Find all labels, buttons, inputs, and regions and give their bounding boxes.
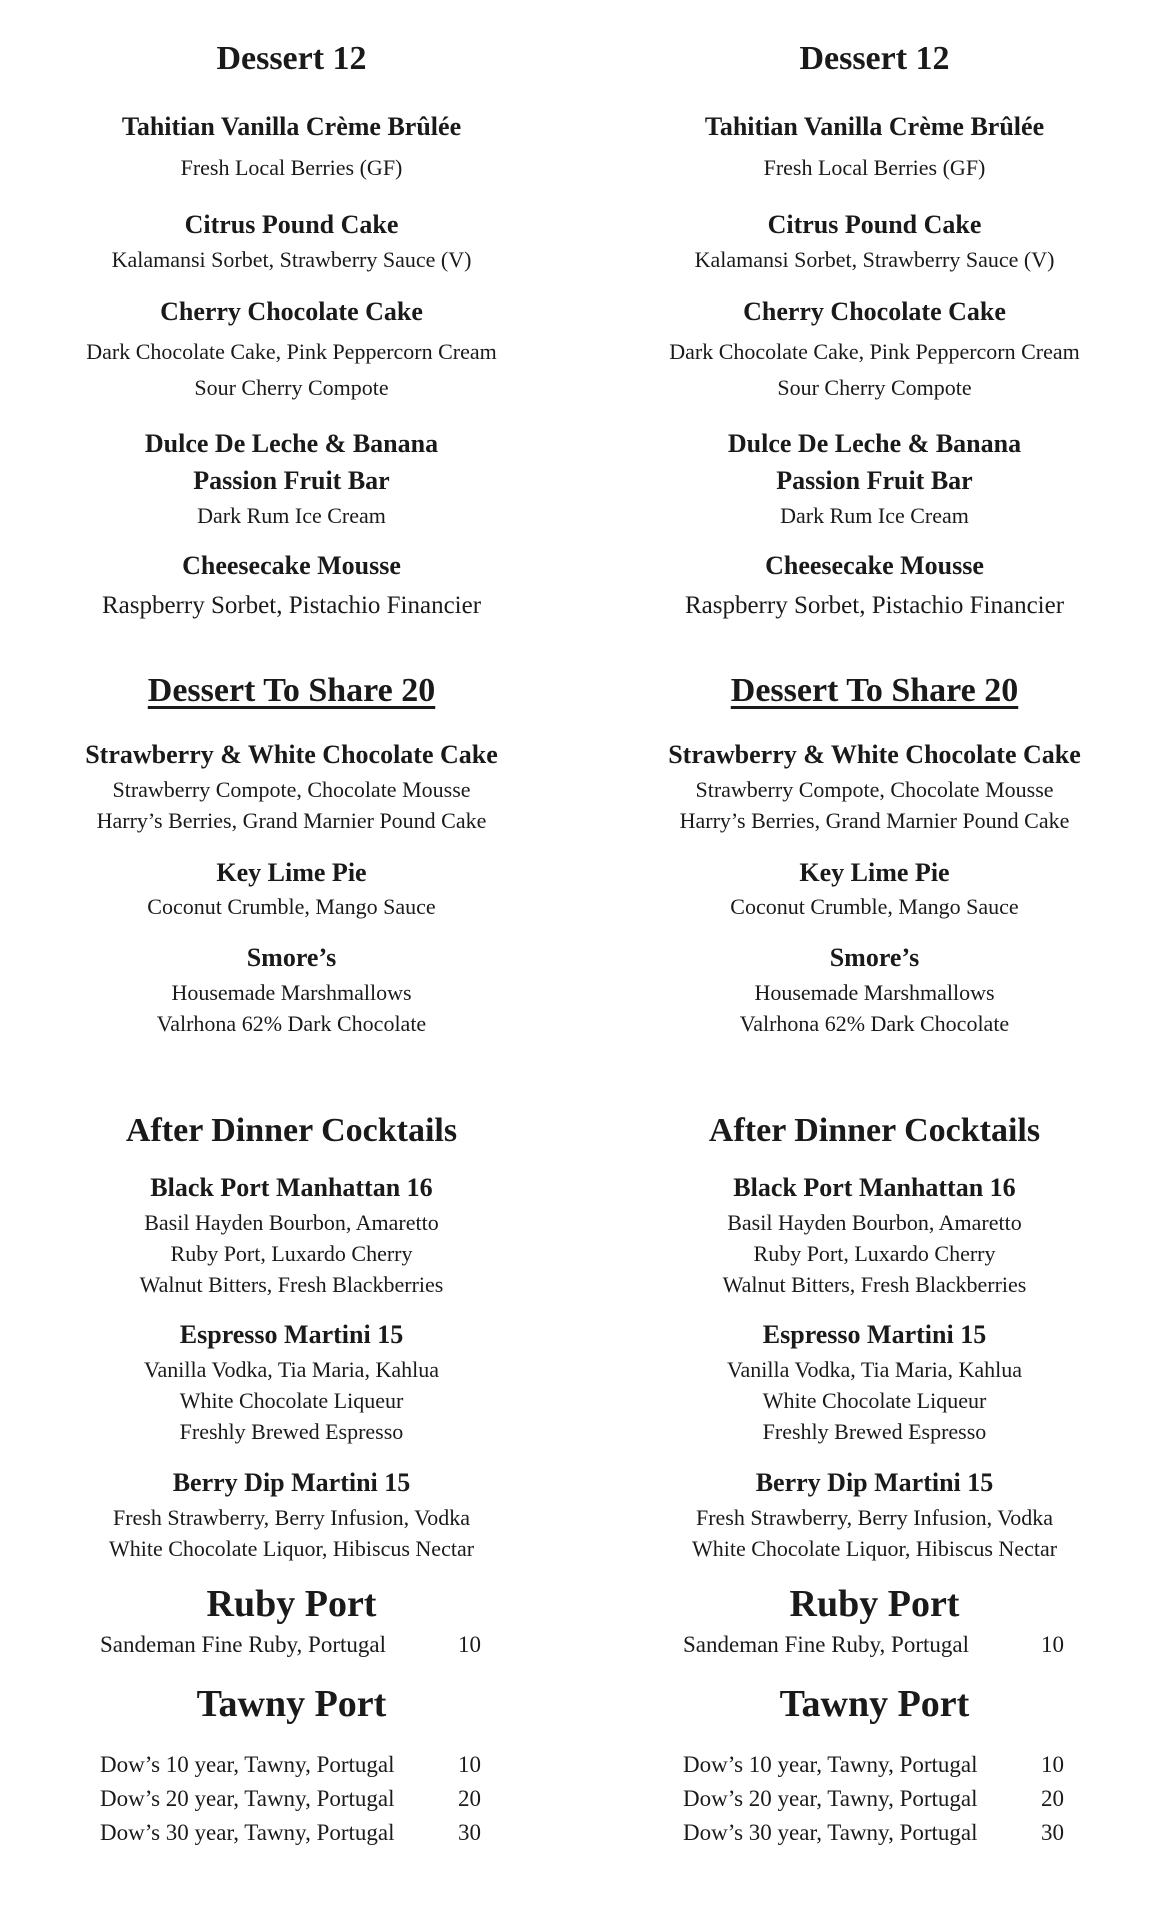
ruby-port-heading: Ruby Port: [206, 1583, 377, 1625]
cocktail-desc: Freshly Brewed Espresso: [179, 1419, 404, 1444]
share-item-title: Key Lime Pie: [799, 858, 950, 887]
cocktail-title: Berry Dip Martini 15: [755, 1468, 994, 1497]
port-price: 10: [458, 1752, 481, 1777]
port-name: Dow’s 10 year, Tawny, Portugal: [683, 1752, 978, 1777]
cocktail-title: Espresso Martini 15: [179, 1320, 404, 1349]
tawny-port-heading: Tawny Port: [779, 1683, 970, 1725]
cocktail-desc: Walnut Bitters, Fresh Blackberries: [139, 1272, 444, 1297]
share-item-title: Smore’s: [246, 943, 337, 972]
dessert-item-desc: Sour Cherry Compote: [194, 375, 389, 400]
cocktails-heading: After Dinner Cocktails: [708, 1112, 1041, 1149]
tawny-port-heading: Tawny Port: [196, 1683, 387, 1725]
port-name: Dow’s 20 year, Tawny, Portugal: [100, 1786, 395, 1811]
cocktail-desc: White Chocolate Liquor, Hibiscus Nectar: [691, 1536, 1058, 1561]
dessert-item-title: Cheesecake Mousse: [765, 551, 984, 580]
share-item-desc: Strawberry Compote, Chocolate Mousse: [112, 777, 471, 802]
share-item-desc: Housemade Marshmallows: [754, 980, 995, 1005]
dessert-item-title: Tahitian Vanilla Crème Brûlée: [704, 112, 1045, 141]
dessert-item-desc: Dark Rum Ice Cream: [780, 503, 969, 528]
dessert-item-desc: Raspberry Sorbet, Pistachio Financier: [101, 592, 482, 619]
dessert-item-title: Cherry Chocolate Cake: [160, 297, 423, 326]
cocktail-desc: Vanilla Vodka, Tia Maria, Kahlua: [727, 1357, 1022, 1382]
dessert-item-title: Dulce De Leche & Banana: [144, 429, 439, 458]
share-item-desc: Coconut Crumble, Mango Sauce: [730, 894, 1019, 919]
port-name: Dow’s 20 year, Tawny, Portugal: [683, 1786, 978, 1811]
cocktail-title: Espresso Martini 15: [762, 1320, 987, 1349]
dessert-item-desc: Kalamansi Sorbet, Strawberry Sauce (V): [111, 247, 472, 272]
port-price: 20: [458, 1786, 481, 1811]
dessert-item-title: Tahitian Vanilla Crème Brûlée: [121, 112, 462, 141]
dessert-item-desc: Fresh Local Berries (GF): [763, 155, 986, 180]
cocktail-title: Berry Dip Martini 15: [172, 1468, 411, 1497]
cocktail-desc: Fresh Strawberry, Berry Infusion, Vodka: [112, 1505, 471, 1530]
cocktail-desc: Fresh Strawberry, Berry Infusion, Vodka: [695, 1505, 1054, 1530]
share-item-desc: Coconut Crumble, Mango Sauce: [147, 894, 436, 919]
port-price: 20: [1041, 1786, 1064, 1811]
cocktail-desc: Basil Hayden Bourbon, Amaretto: [144, 1210, 439, 1235]
share-item-desc: Harry’s Berries, Grand Marnier Pound Cake: [679, 808, 1070, 833]
cocktail-desc: Vanilla Vodka, Tia Maria, Kahlua: [144, 1357, 439, 1382]
dessert-item-desc: Kalamansi Sorbet, Strawberry Sauce (V): [694, 247, 1055, 272]
cocktail-desc: Ruby Port, Luxardo Cherry: [753, 1241, 996, 1266]
share-heading: Dessert To Share 20: [730, 672, 1019, 709]
port-price: 10: [1041, 1752, 1064, 1777]
share-item-title: Strawberry & White Chocolate Cake: [668, 740, 1081, 769]
cocktail-title: Black Port Manhattan 16: [150, 1173, 433, 1202]
share-heading: Dessert To Share 20: [147, 672, 436, 709]
port-name: Dow’s 10 year, Tawny, Portugal: [100, 1752, 395, 1777]
dessert-item-desc: Fresh Local Berries (GF): [180, 155, 403, 180]
share-item-desc: Strawberry Compote, Chocolate Mousse: [695, 777, 1054, 802]
port-price: 10: [1041, 1632, 1064, 1657]
dessert-item-desc: Sour Cherry Compote: [777, 375, 972, 400]
dessert-item-desc: Dark Chocolate Cake, Pink Peppercorn Cream: [86, 339, 497, 364]
share-item-desc: Valrhona 62% Dark Chocolate: [739, 1011, 1010, 1036]
share-item-desc: Housemade Marshmallows: [171, 980, 412, 1005]
dessert-item-desc: Raspberry Sorbet, Pistachio Financier: [684, 592, 1065, 619]
ruby-port-heading: Ruby Port: [789, 1583, 960, 1625]
port-name: Sandeman Fine Ruby, Portugal: [683, 1632, 969, 1657]
dessert-item-title: Citrus Pound Cake: [767, 210, 982, 239]
dessert-item-title: Cherry Chocolate Cake: [743, 297, 1006, 326]
dessert-item-title: Passion Fruit Bar: [193, 466, 390, 495]
dessert-item-desc: Dark Chocolate Cake, Pink Peppercorn Cream: [669, 339, 1080, 364]
port-name: Sandeman Fine Ruby, Portugal: [100, 1632, 386, 1657]
share-item-desc: Harry’s Berries, Grand Marnier Pound Cake: [96, 808, 487, 833]
cocktail-title: Black Port Manhattan 16: [733, 1173, 1016, 1202]
dessert-item-desc: Dark Rum Ice Cream: [197, 503, 386, 528]
dessert-heading: Dessert 12: [216, 40, 367, 77]
cocktail-desc: Basil Hayden Bourbon, Amaretto: [727, 1210, 1022, 1235]
port-price: 30: [1041, 1820, 1064, 1845]
cocktail-desc: White Chocolate Liqueur: [762, 1388, 987, 1413]
dessert-item-title: Passion Fruit Bar: [776, 466, 973, 495]
cocktail-desc: White Chocolate Liqueur: [179, 1388, 404, 1413]
share-item-title: Key Lime Pie: [216, 858, 367, 887]
port-name: Dow’s 30 year, Tawny, Portugal: [683, 1820, 978, 1845]
menu-column-right: [583, 0, 1166, 1920]
dessert-item-title: Cheesecake Mousse: [182, 551, 401, 580]
port-price: 30: [458, 1820, 481, 1845]
cocktail-desc: Ruby Port, Luxardo Cherry: [170, 1241, 413, 1266]
share-item-desc: Valrhona 62% Dark Chocolate: [156, 1011, 427, 1036]
port-price: 10: [458, 1632, 481, 1657]
dessert-item-title: Citrus Pound Cake: [184, 210, 399, 239]
cocktail-desc: Walnut Bitters, Fresh Blackberries: [722, 1272, 1027, 1297]
cocktail-desc: White Chocolate Liquor, Hibiscus Nectar: [108, 1536, 475, 1561]
share-item-title: Smore’s: [829, 943, 920, 972]
cocktail-desc: Freshly Brewed Espresso: [762, 1419, 987, 1444]
dessert-item-title: Dulce De Leche & Banana: [727, 429, 1022, 458]
port-name: Dow’s 30 year, Tawny, Portugal: [100, 1820, 395, 1845]
share-item-title: Strawberry & White Chocolate Cake: [85, 740, 498, 769]
cocktails-heading: After Dinner Cocktails: [125, 1112, 458, 1149]
dessert-heading: Dessert 12: [799, 40, 950, 77]
